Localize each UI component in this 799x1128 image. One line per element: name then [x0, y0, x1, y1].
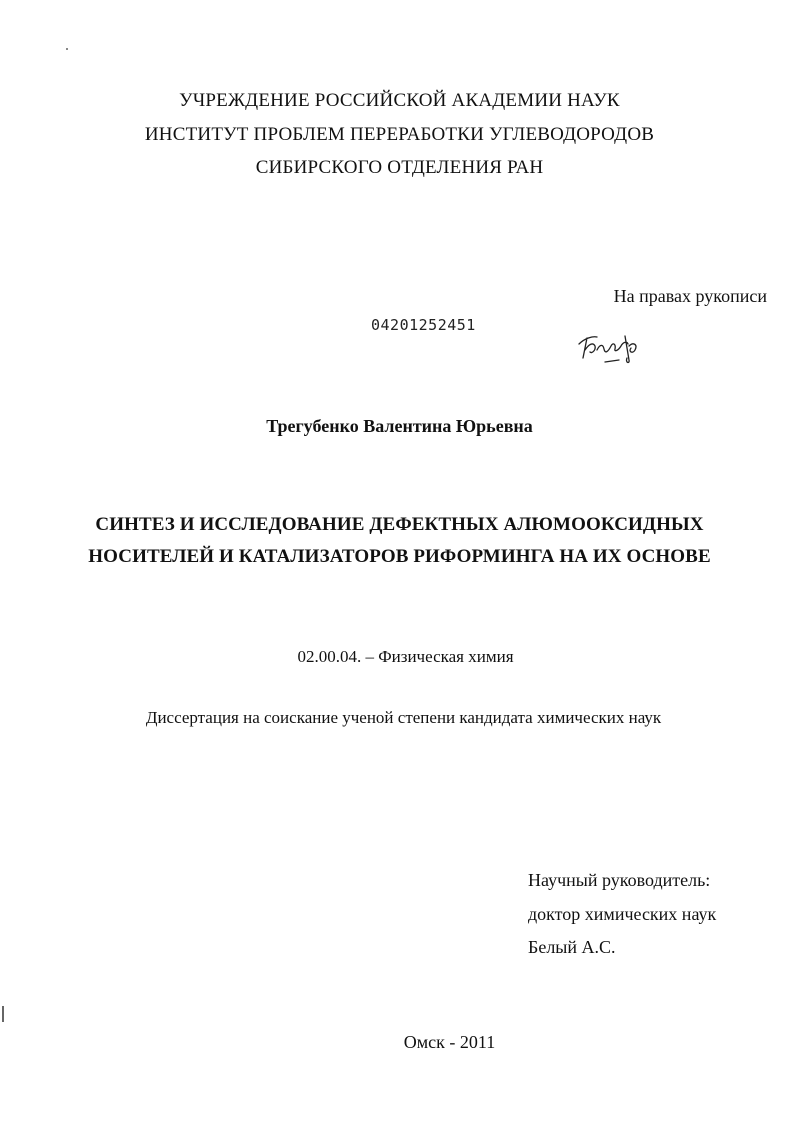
- supervisor-label: Научный руководитель:: [528, 870, 711, 890]
- institution-line-3: СИБИРСКОГО ОТДЕЛЕНИЯ РАН: [255, 157, 544, 178]
- institution-line-1: УЧРЕЖДЕНИЕ РОССИЙСКОЙ АКАДЕМИИ НАУК: [179, 90, 620, 111]
- supervisor-degree: доктор химических наук: [528, 904, 717, 924]
- dissertation-note: Диссертация на соискание ученой степени кандидата химических наук: [145, 708, 662, 727]
- author-name: Трегубенко Валентина Юрьевна: [266, 416, 533, 436]
- city-year: Омск - 2011: [403, 1032, 496, 1052]
- signature-icon: [575, 330, 643, 366]
- title-line-2: НОСИТЕЛЕЙ И КАТАЛИЗАТОРОВ РИФОРМИНГА НА ИХ ОСНОВЕ: [88, 546, 711, 567]
- scan-dot: [66, 48, 68, 50]
- supervisor-name: Белый А.С.: [528, 937, 616, 957]
- specialty: 02.00.04. – Физическая химия: [297, 647, 514, 666]
- title-line-1: СИНТЕЗ И ИССЛЕДОВАНИЕ ДЕФЕКТНЫХ АЛЮМООКСИДНЫХ: [95, 514, 704, 535]
- institution-line-2: ИНСТИТУТ ПРОБЛЕМ ПЕРЕРАБОТКИ УГЛЕВОДОРОДОВ: [144, 124, 655, 145]
- registration-code: 04201252451: [371, 316, 476, 334]
- rights-note: На правах рукописи: [613, 286, 767, 306]
- scan-mark: [2, 1006, 4, 1022]
